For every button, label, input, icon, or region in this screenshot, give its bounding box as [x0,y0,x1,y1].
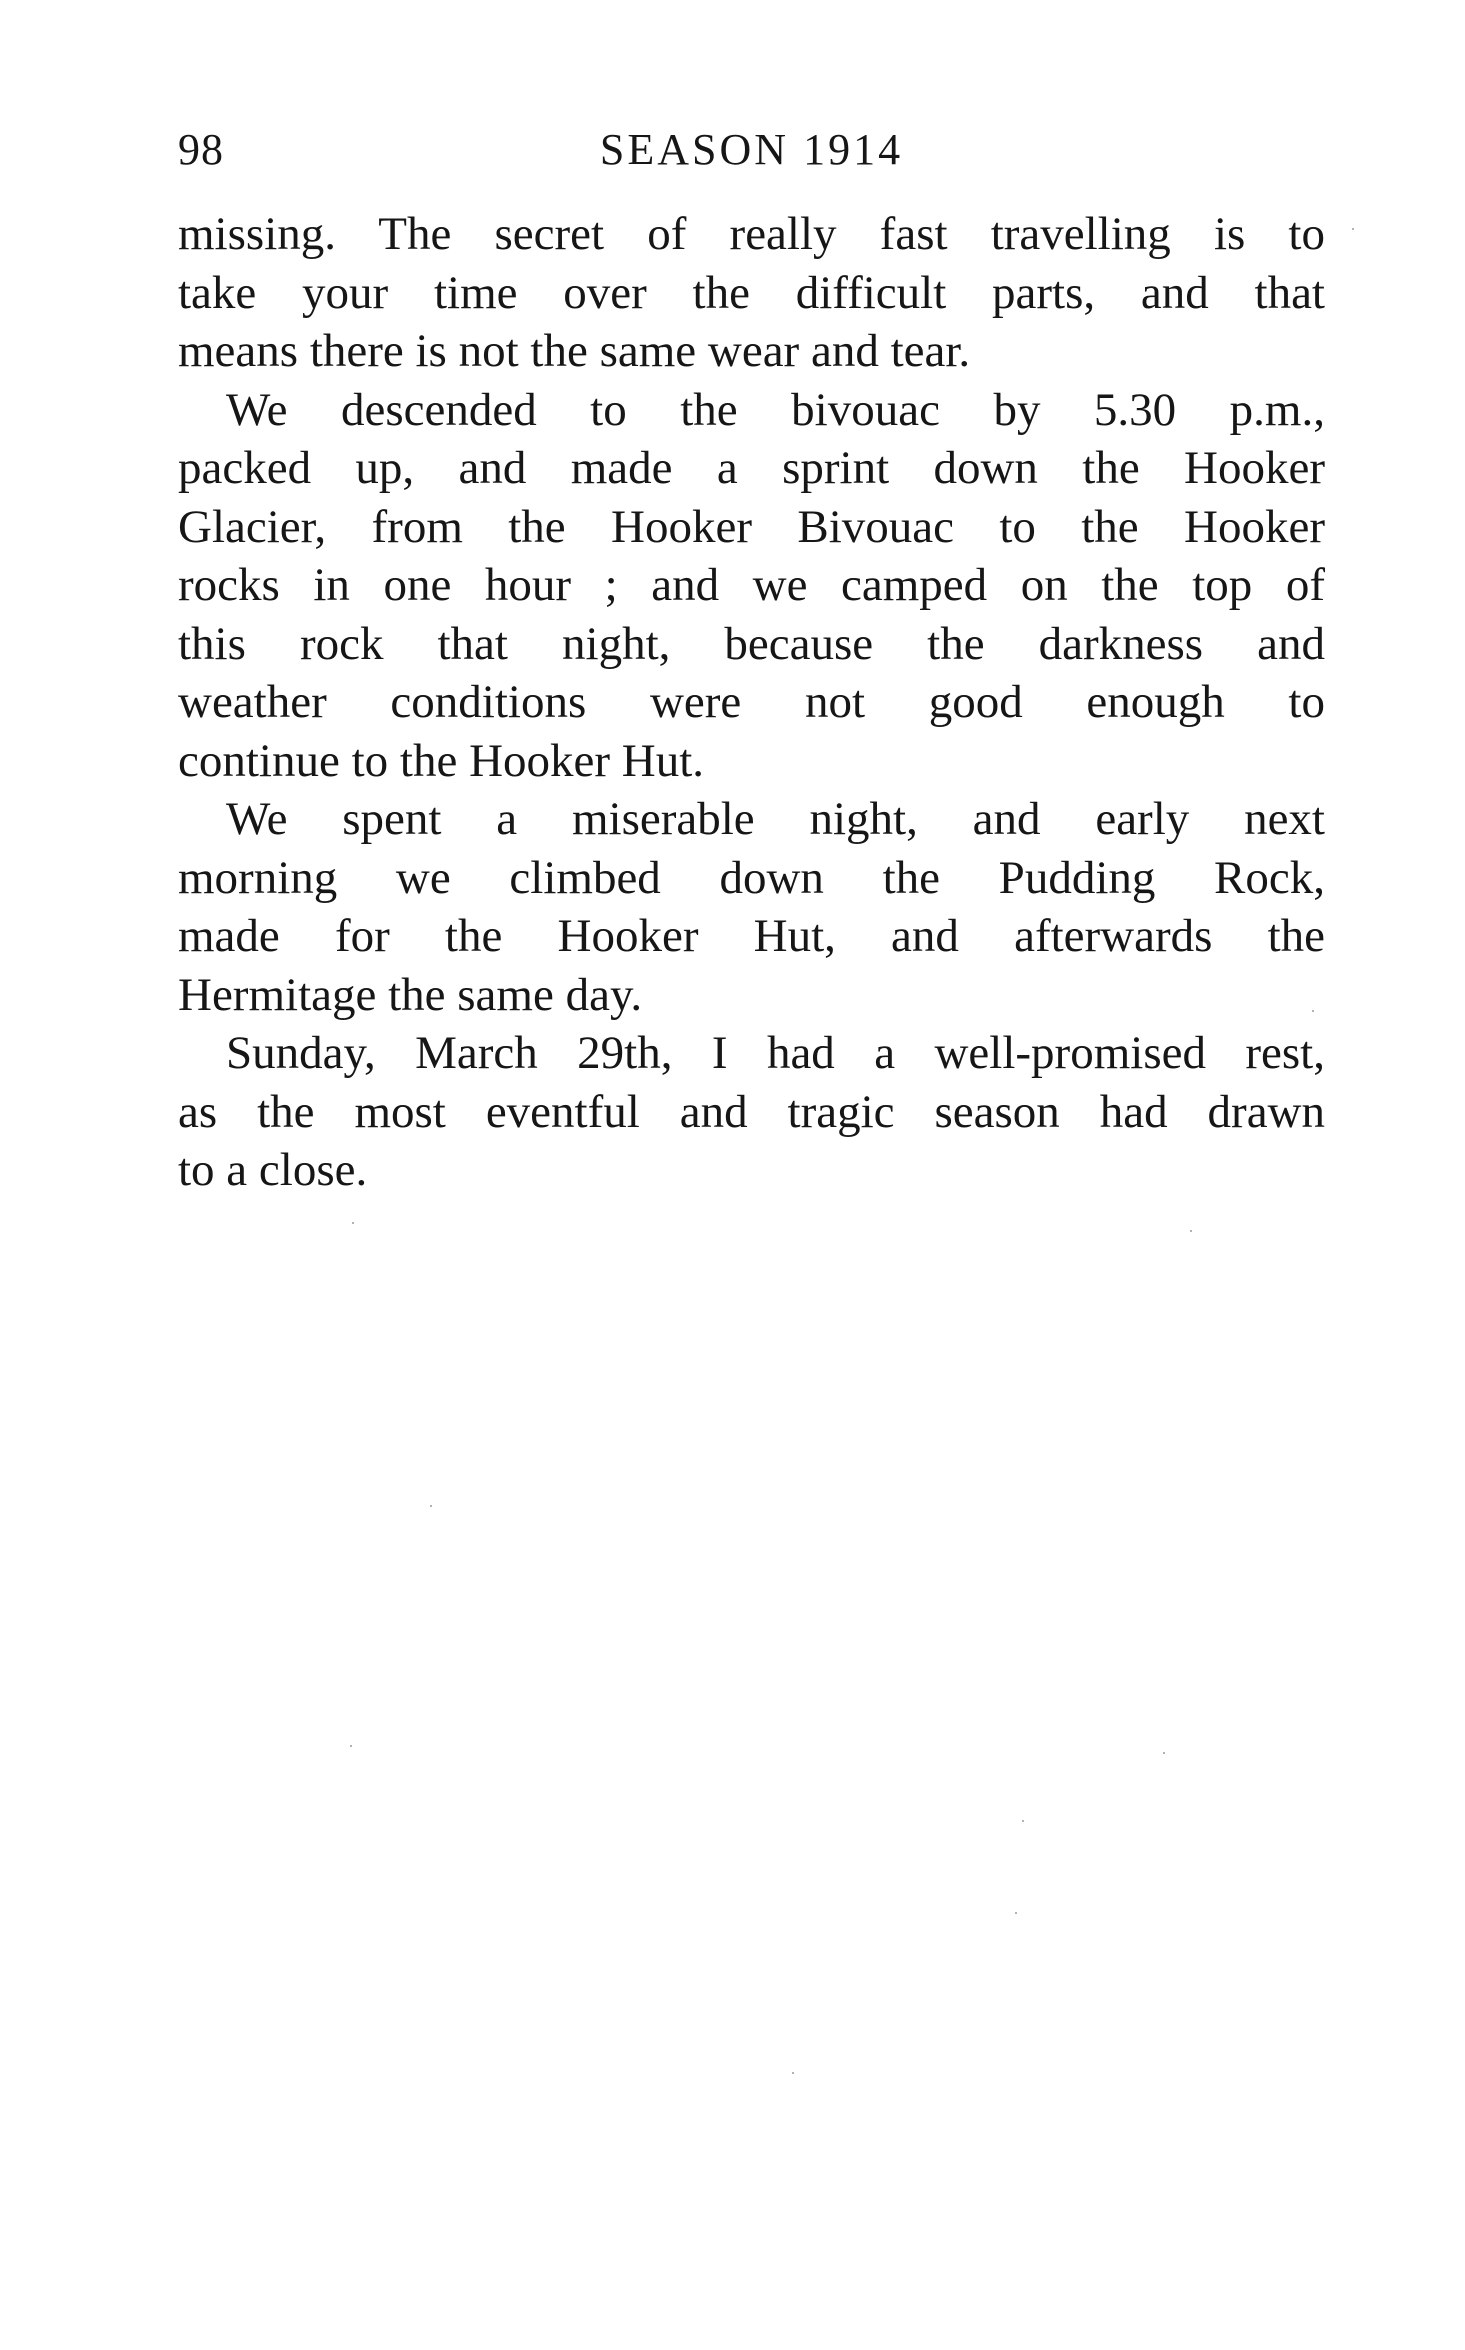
text-line: means there is not the same wear and tear. [178,325,971,377]
page-number: 98 [178,125,224,174]
text-line: take your time over the difficult parts, and that [178,266,1325,319]
text-line: weather conditions were not good enough to [178,676,1325,728]
scan-speck [1312,1010,1314,1012]
text-line: missing. The secret of really fast travelling is to [178,208,1325,260]
text-line: morning we climbed down the Pudding Rock, [178,851,1325,904]
scan-speck [792,2072,794,2074]
scan-speck [1190,1230,1192,1232]
text-line: to a close. [178,1144,368,1196]
text-line: We spent a miserable night, and early next [226,793,1325,845]
paragraph [178,790,1325,1024]
text-line: as the most eventful and tragic season had drawn [178,1085,1325,1138]
text-line: packed up, and made a sprint down the Hooker [178,442,1325,494]
text-line: continue to the Hooker Hut. [178,734,705,787]
text-line: made for the Hooker Hut, and afterwards the [178,910,1325,962]
paragraph [178,381,1325,791]
paragraph [178,205,1325,381]
scan-speck [1352,228,1354,230]
text-line: Hermitage the same day. [178,968,643,1021]
scan-speck [352,1222,354,1224]
text-line: rocks in one hour ; and we camped on the top of [178,559,1325,611]
scan-speck [1022,1820,1024,1822]
running-head [178,118,1325,182]
scan-speck [1163,1752,1165,1754]
paragraph [178,1024,1325,1200]
scan-speck [1015,1912,1017,1914]
text-line: Sunday, March 29th, I had a well-promised rest, [226,1027,1325,1079]
scan-speck [350,1745,352,1747]
running-title: SEASON 1914 [599,125,904,174]
text-line: Glacier, from the Hooker Bivouac to the Hooker [178,500,1325,553]
text-line: We descended to the bivouac by 5.30 p.m., [226,383,1325,436]
body-text [178,205,1325,1200]
text-line: this rock that night, because the darkness and [178,617,1325,670]
scan-speck [430,1505,432,1507]
